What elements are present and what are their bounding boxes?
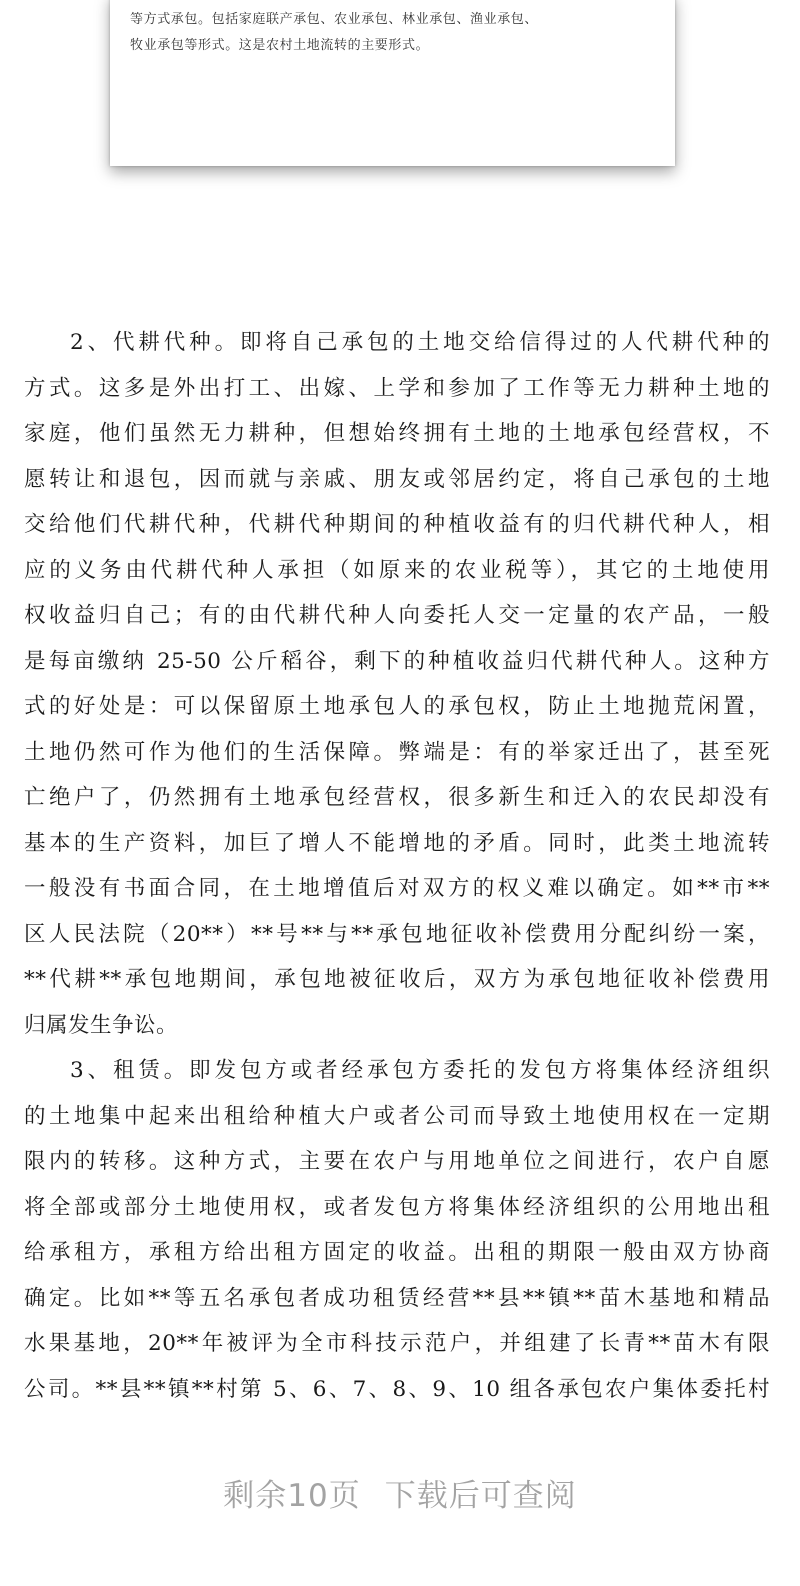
text-line: 的土地集中起来出租给种植大户或者公司而导致土地使用权在一定期 <box>24 1103 770 1129</box>
text-line: 方式。这多是外出打工、出嫁、上学和参加了工作等无力耕种土地的 <box>24 375 770 401</box>
prev-page-line: 等方式承包。包括家庭联产承包、农业承包、林业承包、渔业承包、 <box>130 12 539 27</box>
text-line: 应的义务由代耕代种人承担（如原来的农业税等），其它的土地使用 <box>24 557 770 583</box>
text-line: 公司。**县**镇**村第 5、6、7、8、9、10 组各承包农户集体委托村 <box>24 1376 770 1402</box>
previous-page-preview <box>110 0 675 166</box>
text-line: 权收益归自己；有的由代耕代种人向委托人交一定量的农产品，一般 <box>24 603 770 628</box>
text-line: 3、租赁。即发包方或者经承包方委托的发包方将集体经济组织 <box>70 1058 770 1083</box>
prev-page-line: 牧业承包等形式。这是农村土地流转的主要形式。 <box>130 38 430 53</box>
text-line: 区人民法院（20**）**号**与**承包地征收补偿费用分配纠纷一案， <box>24 921 770 947</box>
text-line: 给承租方，承租方给出租方固定的收益。出租的期限一般由双方协商 <box>24 1240 770 1265</box>
text-line: 亡绝户了，仍然拥有土地承包经营权，很多新生和迁入的农民却没有 <box>24 785 770 810</box>
text-line: 将全部或部分土地使用权，或者发包方将集体经济组织的公用地出租 <box>24 1194 770 1220</box>
text-line: 土地仍然可作为他们的生活保障。弊端是：有的举家迁出了，甚至死 <box>24 739 770 765</box>
text-line: 确定。比如**等五名承包者成功租赁经营**县**镇**苗木基地和精品 <box>24 1285 770 1311</box>
text-line: 交给他们代耕代种，代耕代种期间的种植收益有的归代耕代种人，相 <box>24 512 770 537</box>
text-line: 式的好处是：可以保留原土地承包人的承包权，防止土地抛荒闲置， <box>24 694 770 719</box>
text-line: 水果基地，20**年被评为全市科技示范户，并组建了长青**苗木有限 <box>24 1331 770 1356</box>
text-line: **代耕**承包地期间，承包地被征收后，双方为承包地征收补偿费用 <box>24 967 770 992</box>
text-line: 一般没有书面合同，在土地增值后对双方的权义难以确定。如**市** <box>24 876 770 901</box>
document-body <box>24 320 770 1412</box>
text-line: 2、代耕代种。即将自己承包的土地交给信得过的人代耕代种的 <box>70 330 770 355</box>
text-line: 愿转让和退包，因而就与亲戚、朋友或邻居约定，将自己承包的土地 <box>24 466 770 492</box>
text-line: 基本的生产资料，加巨了增人不能增地的矛盾。同时，此类土地流转 <box>24 830 770 856</box>
download-prompt[interactable] <box>0 1470 800 1515</box>
text-line: 限内的转移。这种方式，主要在农户与用地单位之间进行，农户自愿 <box>24 1149 770 1174</box>
paragraph-2 <box>24 320 770 1048</box>
text-line: 家庭，他们虽然无力耕种，但想始终拥有土地的土地承包经营权，不 <box>24 421 770 446</box>
paragraph-3 <box>24 1048 770 1412</box>
download-to-view-label: 下载后可查阅 <box>384 1478 577 1514</box>
remaining-pages-label: 剩余10页 <box>223 1478 361 1514</box>
text-line: 是每亩缴纳 25-50 公斤稻谷，剩下的种植收益归代耕代种人。这种方 <box>24 648 770 674</box>
text-line: 归属发生争讼。 <box>24 1012 179 1038</box>
